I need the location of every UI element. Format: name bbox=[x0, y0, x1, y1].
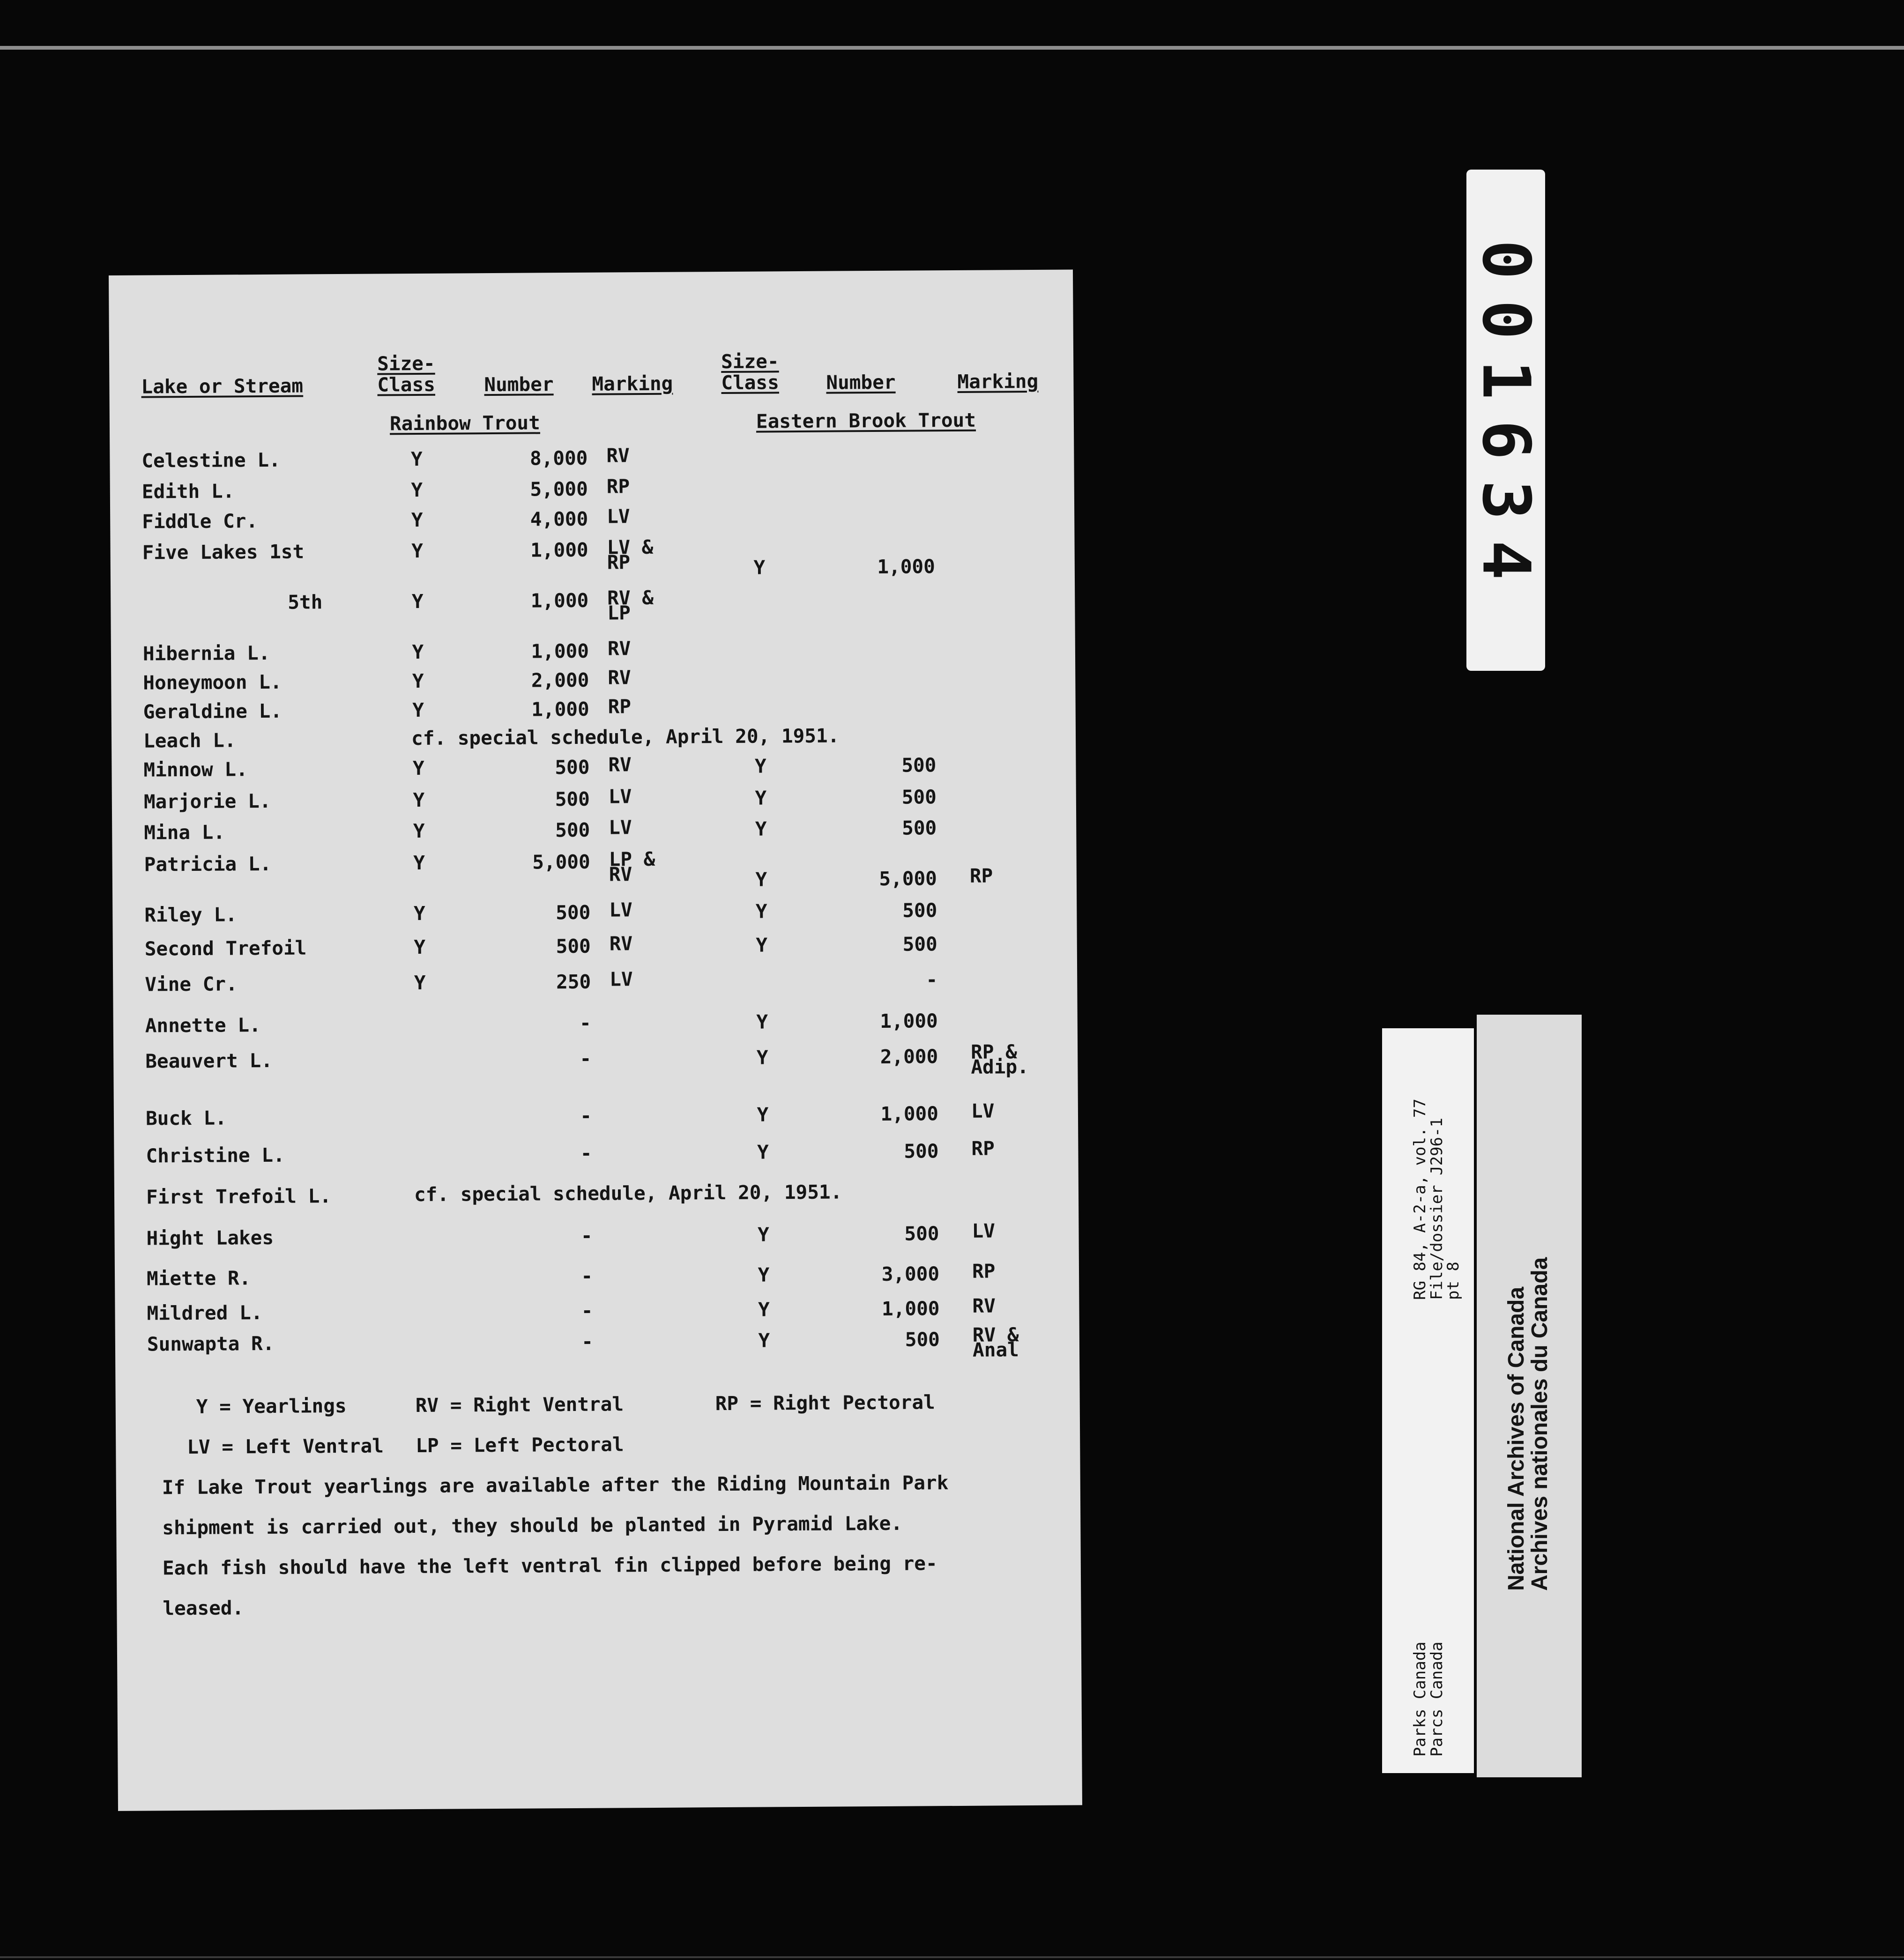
rainbow-marking: RV & LP bbox=[607, 586, 654, 624]
eastern-marking: LV bbox=[971, 1099, 995, 1122]
rainbow-marking: RV bbox=[608, 753, 632, 776]
reference-text: RG 84, A-2-a, vol. 77 File/dossier J296-1 pt 8 bbox=[1411, 1099, 1463, 1300]
eastern-size-class: Y bbox=[758, 1329, 770, 1352]
rainbow-size-class: Y bbox=[414, 935, 426, 959]
eastern-size-class: Y bbox=[758, 1263, 770, 1286]
lake-name: Celestine L. bbox=[141, 448, 281, 472]
eastern-size-class: Y bbox=[754, 755, 766, 778]
eastern-size-class: Y bbox=[756, 1046, 768, 1069]
eastern-size-class: Y bbox=[755, 868, 767, 891]
eastern-number: 1,000 bbox=[877, 555, 935, 578]
rainbow-marking: RP bbox=[608, 695, 632, 718]
lake-name: Hight Lakes bbox=[146, 1226, 274, 1250]
eastern-marking: RP & Adip. bbox=[971, 1040, 1029, 1078]
rainbow-size-class: Y bbox=[413, 902, 425, 925]
rainbow-number: 1,000 bbox=[530, 589, 589, 612]
eastern-number bbox=[794, 507, 935, 508]
rainbow-size-class: Y bbox=[411, 508, 423, 532]
legend-yearlings: Y = Yearlings bbox=[196, 1394, 347, 1418]
eastern-number: 500 bbox=[902, 899, 937, 922]
rainbow-number: - bbox=[580, 1104, 592, 1127]
eastern-marking: RP bbox=[971, 1137, 995, 1160]
eastern-number bbox=[795, 668, 936, 669]
rainbow-marking: LV & RP bbox=[607, 535, 654, 574]
rainbow-number: 500 bbox=[555, 756, 590, 779]
rainbow-number: 500 bbox=[556, 901, 591, 924]
reference-label bbox=[1382, 1028, 1474, 1773]
rainbow-size-class: Y bbox=[413, 851, 425, 875]
rainbow-size-class: Y bbox=[411, 539, 424, 563]
lake-name: Leach L. bbox=[143, 729, 236, 752]
eastern-number: 500 bbox=[901, 754, 937, 777]
rainbow-number: - bbox=[580, 1142, 592, 1165]
rainbow-size-class: Y bbox=[412, 698, 424, 722]
archives-text: National Archives of Canada Archives nationales du Canada bbox=[1504, 1257, 1553, 1591]
rainbow-size-class: Y bbox=[411, 590, 424, 613]
lake-name: Hibernia L. bbox=[142, 641, 270, 665]
eastern-number: 500 bbox=[905, 1328, 940, 1351]
eastern-number: 1,000 bbox=[880, 1010, 938, 1032]
rainbow-size-class: Y bbox=[412, 640, 424, 664]
lake-name: Buck L. bbox=[145, 1106, 227, 1130]
lake-name: First Trefoil L. bbox=[146, 1185, 332, 1209]
rainbow-marking: LV bbox=[610, 968, 633, 991]
rainbow-marking: LP & RV bbox=[609, 847, 655, 886]
header-lake: Lake or Stream bbox=[141, 374, 304, 398]
rainbow-number: 4,000 bbox=[530, 507, 588, 531]
rainbow-number: - bbox=[581, 1299, 593, 1322]
rainbow-number: 5,000 bbox=[530, 477, 588, 501]
rainbow-marking: RV bbox=[606, 444, 630, 467]
eastern-number bbox=[794, 446, 934, 447]
lake-name: Mina L. bbox=[144, 821, 225, 844]
lake-name: Honeymoon L. bbox=[143, 670, 282, 694]
eastern-size-class: Y bbox=[756, 1010, 768, 1033]
lake-name: Fiddle Cr. bbox=[142, 510, 258, 533]
eastern-size-class: Y bbox=[756, 934, 768, 957]
rainbow-size-class: Y bbox=[411, 478, 423, 502]
rainbow-size-class: Y bbox=[414, 971, 426, 995]
rainbow-marking: LV bbox=[607, 505, 630, 528]
schedule-note: cf. special schedule, April 20, 1951. bbox=[411, 724, 840, 750]
rainbow-marking: RP bbox=[606, 475, 630, 498]
eastern-number: 3,000 bbox=[881, 1262, 940, 1285]
rainbow-number: - bbox=[581, 1330, 594, 1353]
lake-name: Vine Cr. bbox=[145, 973, 238, 996]
eastern-number: 500 bbox=[902, 933, 937, 956]
lake-name: Minnow L. bbox=[143, 758, 248, 781]
film-edge-bottom bbox=[0, 1956, 1904, 1958]
lake-name: Miette R. bbox=[146, 1267, 251, 1290]
rainbow-number: 500 bbox=[555, 787, 590, 811]
eastern-size-class: Y bbox=[758, 1298, 770, 1321]
rainbow-size-class: Y bbox=[413, 788, 425, 812]
eastern-number: 500 bbox=[904, 1222, 939, 1245]
rainbow-number: 1,000 bbox=[530, 538, 588, 562]
legend-left-pectoral: LP = Left Pectoral bbox=[416, 1433, 624, 1457]
lake-name: Geraldine L. bbox=[143, 699, 283, 723]
rainbow-size-class: Y bbox=[413, 819, 425, 843]
eastern-number: 5,000 bbox=[879, 867, 937, 890]
lake-name: Marjorie L. bbox=[143, 789, 271, 813]
eastern-marking: RP bbox=[972, 1260, 996, 1283]
legend-right-ventral: RV = Right Ventral bbox=[415, 1393, 624, 1417]
eastern-number: 1,000 bbox=[881, 1297, 940, 1320]
eastern-number bbox=[795, 639, 936, 640]
eastern-size-class: Y bbox=[755, 900, 767, 923]
lake-name: Sunwapta R. bbox=[147, 1332, 275, 1356]
eastern-number: 500 bbox=[901, 786, 937, 809]
rainbow-marking: LV bbox=[608, 785, 632, 808]
film-edge-top bbox=[0, 46, 1904, 50]
rainbow-number: 2,000 bbox=[531, 668, 589, 692]
lake-name: Beauvert L. bbox=[145, 1049, 273, 1073]
rainbow-number: - bbox=[580, 1047, 592, 1070]
legend-left-ventral: LV = Left Ventral bbox=[187, 1434, 384, 1459]
header-size-class-rainbow: Size- Class bbox=[377, 352, 436, 396]
rainbow-number: 500 bbox=[556, 935, 591, 958]
rainbow-size-class: Y bbox=[410, 447, 423, 471]
document-page bbox=[109, 269, 1082, 1811]
eastern-size-class: Y bbox=[755, 787, 767, 809]
eastern-size-class: Y bbox=[753, 556, 766, 579]
note-line-3: Each fish should have the left ventral fin clipped before being re- bbox=[162, 1552, 937, 1580]
header-number-eastern: Number bbox=[826, 371, 896, 394]
rainbow-size-class: Y bbox=[412, 669, 424, 693]
eastern-marking: RV bbox=[972, 1294, 996, 1317]
lake-name: Edith L. bbox=[141, 480, 235, 503]
rainbow-marking: RV bbox=[608, 666, 631, 689]
lake-name: Riley L. bbox=[144, 903, 237, 927]
note-line-4: leased. bbox=[163, 1596, 244, 1620]
lake-name: Five Lakes 1st bbox=[142, 540, 305, 564]
rainbow-number: 5,000 bbox=[532, 850, 590, 874]
lake-name: 5th bbox=[288, 591, 323, 614]
eastern-size-class: Y bbox=[757, 1141, 769, 1164]
note-line-2: shipment is carried out, they should be planted in Pyramid Lake. bbox=[162, 1512, 903, 1539]
eastern-number: 500 bbox=[902, 817, 937, 839]
rainbow-number: 250 bbox=[556, 970, 591, 994]
header-size-class-eastern: Size- Class bbox=[721, 350, 779, 394]
rainbow-marking: RV bbox=[607, 637, 631, 660]
agency-text: Parks Canada Parcs Canada bbox=[1411, 1641, 1446, 1757]
reel-number-label bbox=[1466, 170, 1545, 671]
header-marking-eastern: Marking bbox=[957, 370, 1039, 393]
reel-number: 001634 bbox=[1467, 240, 1544, 601]
eastern-number: 500 bbox=[904, 1140, 939, 1163]
eastern-number: - bbox=[926, 968, 938, 991]
rainbow-marking: RV bbox=[609, 932, 633, 955]
eastern-size-class: Y bbox=[755, 817, 767, 840]
rainbow-number: 500 bbox=[555, 818, 590, 842]
legend-right-pectoral: RP = Right Pectoral bbox=[715, 1391, 935, 1415]
lake-name: Second Trefoil bbox=[144, 936, 307, 960]
section-eastern-brook-trout: Eastern Brook Trout bbox=[756, 408, 976, 433]
header-number-rainbow: Number bbox=[484, 373, 554, 396]
lake-name: Annette L. bbox=[145, 1014, 261, 1037]
lake-name: Christine L. bbox=[146, 1143, 285, 1167]
rainbow-number: 8,000 bbox=[529, 446, 588, 470]
rainbow-number: - bbox=[579, 1011, 591, 1034]
rainbow-number: - bbox=[581, 1264, 593, 1287]
schedule-note: cf. special schedule, April 20, 1951. bbox=[414, 1180, 842, 1206]
eastern-size-class: Y bbox=[758, 1223, 770, 1246]
eastern-size-class: Y bbox=[757, 1103, 769, 1126]
header-marking-rainbow: Marking bbox=[592, 372, 673, 395]
eastern-marking: RP bbox=[969, 864, 993, 887]
eastern-number bbox=[795, 608, 935, 609]
lake-name: Patricia L. bbox=[144, 852, 272, 876]
rainbow-marking: LV bbox=[609, 816, 632, 839]
rainbow-marking: LV bbox=[609, 898, 632, 921]
rainbow-number: - bbox=[580, 1224, 593, 1247]
eastern-marking: LV bbox=[972, 1219, 996, 1242]
eastern-marking: RV & Anal bbox=[972, 1323, 1019, 1361]
rainbow-number: 1,000 bbox=[531, 698, 589, 721]
rainbow-size-class: Y bbox=[412, 757, 424, 780]
lake-name: Mildred L. bbox=[147, 1301, 263, 1325]
archives-label bbox=[1477, 1015, 1582, 1777]
note-line-1: If Lake Trout yearlings are available after the Riding Mountain Park bbox=[162, 1471, 949, 1499]
eastern-number: 1,000 bbox=[880, 1102, 939, 1125]
rainbow-number: 1,000 bbox=[531, 639, 589, 663]
eastern-number bbox=[794, 477, 935, 478]
eastern-number: 2,000 bbox=[880, 1045, 938, 1068]
section-rainbow-trout: Rainbow Trout bbox=[389, 411, 540, 435]
